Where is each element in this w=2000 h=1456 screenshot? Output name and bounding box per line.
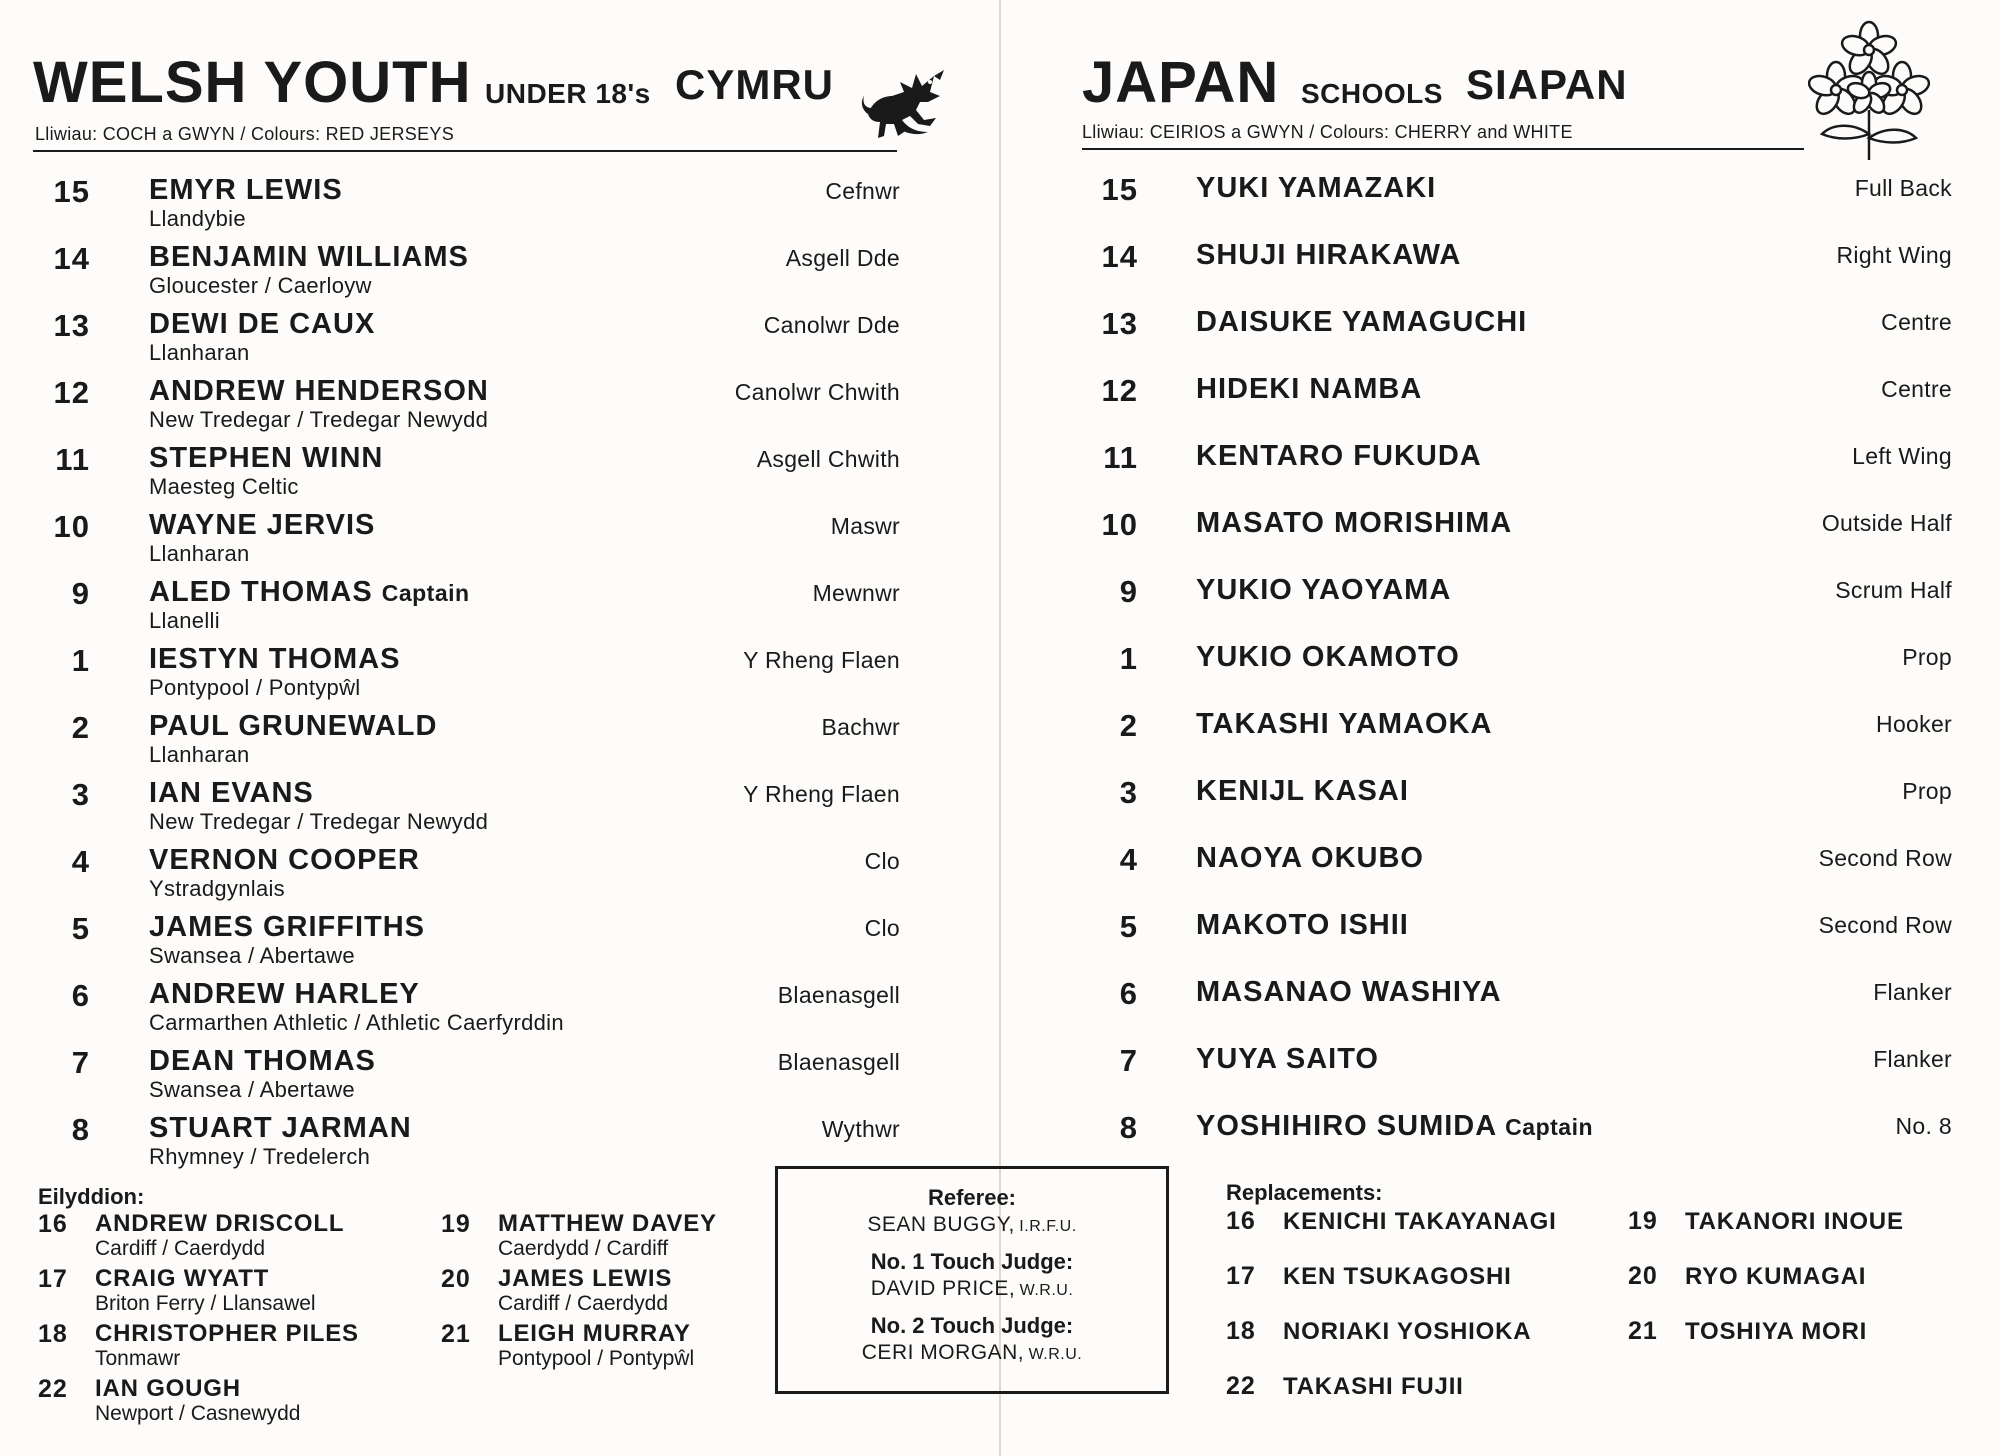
player-club: Ystradgynlais [149, 876, 285, 901]
table-row [30, 1043, 900, 1105]
player-position: Flanker [1873, 1046, 1952, 1072]
player-club: Rhymney / Tredelerch [149, 1144, 371, 1169]
table-row [1078, 304, 1952, 354]
player-position: Centre [1881, 376, 1952, 402]
player-club: Llanharan [149, 742, 250, 767]
replacement-number: 20 [441, 1265, 471, 1293]
wales-team-name: WELSH YOUTH [33, 50, 472, 115]
table-row [1078, 1108, 1952, 1158]
official-name-line [778, 1341, 1166, 1365]
player-position: Canolwr Chwith [734, 379, 900, 405]
player-club: Llanharan [149, 541, 250, 566]
official-union: W.R.U. [1019, 1282, 1074, 1299]
player-name: YUKIO YAOYAMA [1196, 574, 1452, 606]
player-name: KENIJL KASAI [1196, 775, 1409, 807]
replacement-number: 22 [38, 1375, 68, 1403]
table-row [30, 507, 900, 569]
player-number: 10 [1101, 507, 1138, 542]
table-row [1078, 438, 1952, 488]
replacement-number: 19 [1628, 1207, 1658, 1235]
table-row [1078, 773, 1952, 823]
official-name: DAVID PRICE, [870, 1277, 1016, 1300]
player-position: Maswr [830, 513, 900, 539]
replacement-name: ANDREW DRISCOLL [95, 1210, 345, 1237]
wales-team-subtitle: UNDER 18's [485, 78, 651, 109]
player-name: STUART JARMAN [149, 1112, 412, 1144]
player-number: 7 [71, 1045, 90, 1080]
player-number: 2 [71, 710, 90, 745]
player-number: 3 [71, 777, 90, 812]
player-name: EMYR LEWIS [149, 174, 343, 206]
player-number: 8 [71, 1112, 90, 1147]
japan-header [1082, 50, 1842, 154]
japan-player-list [1078, 170, 1952, 1170]
officials-box [775, 1166, 1169, 1394]
player-name-line [149, 576, 470, 609]
player-number: 12 [1101, 373, 1138, 408]
player-name: YUKI YAMAZAKI [1196, 172, 1437, 204]
table-row [30, 306, 900, 368]
replacement-number: 21 [441, 1320, 471, 1348]
table-row [1078, 1041, 1952, 1091]
replacement-name: KENICHI TAKAYANAGI [1283, 1208, 1557, 1235]
official-name: SEAN BUGGY, [867, 1213, 1015, 1236]
player-name: MASANAO WASHIYA [1196, 976, 1502, 1008]
player-club: Llandybie [149, 206, 246, 231]
player-position: Canolwr Dde [763, 312, 900, 338]
player-position: Flanker [1873, 979, 1952, 1005]
table-row [30, 373, 900, 435]
player-name: WAYNE JERVIS [149, 509, 376, 541]
captain-label: Captain [381, 580, 470, 606]
replacement-name: LEIGH MURRAY [498, 1320, 691, 1347]
table-row [1078, 840, 1952, 890]
player-club: Swansea / Abertawe [149, 1077, 355, 1102]
replacement-number: 22 [1226, 1372, 1256, 1400]
table-row [30, 909, 900, 971]
player-number: 13 [53, 308, 90, 343]
player-number: 4 [71, 844, 90, 879]
player-name: ANDREW HARLEY [149, 978, 420, 1010]
replacement-name: NORIAKI YOSHIOKA [1283, 1318, 1532, 1345]
player-name: ALED THOMAS [149, 576, 373, 608]
player-number: 3 [1119, 775, 1138, 810]
player-number: 5 [71, 911, 90, 946]
wales-alt-name: CYMRU [675, 61, 834, 108]
replacement-number: 19 [441, 1210, 471, 1238]
replacement-club: Caerdydd / Cardiff [498, 1237, 669, 1260]
replacement-name: TAKANORI INOUE [1685, 1208, 1904, 1235]
replacement-number: 20 [1628, 1262, 1658, 1290]
player-position: Full Back [1854, 175, 1952, 201]
wales-header-rule [33, 150, 897, 152]
player-position: Mewnwr [812, 580, 900, 606]
player-position: Clo [864, 848, 900, 874]
player-number: 8 [1119, 1110, 1138, 1145]
player-name: NAOYA OKUBO [1196, 842, 1424, 874]
table-row [30, 976, 900, 1038]
table-row [30, 708, 900, 770]
player-position: No. 8 [1895, 1113, 1952, 1139]
japan-colours: Lliwiau: CEIRIOS a GWYN / Colours: CHERRY and WHITE [1082, 122, 1573, 142]
table-row [1078, 572, 1952, 622]
japan-alt-name: SIAPAN [1466, 61, 1628, 108]
player-position: Clo [864, 915, 900, 941]
replacement-number: 17 [38, 1265, 68, 1293]
official-title: No. 1 Touch Judge: [870, 1249, 1074, 1274]
player-name: JAMES GRIFFITHS [149, 911, 426, 943]
player-number: 11 [1103, 440, 1138, 475]
table-row [1078, 371, 1952, 421]
player-club: Gloucester / Caerloyw [149, 273, 372, 298]
player-position: Hooker [1876, 711, 1952, 737]
player-position: Right Wing [1836, 242, 1952, 268]
replacement-name: CHRISTOPHER PILES [95, 1320, 359, 1347]
player-number: 6 [71, 978, 90, 1013]
wales-header [33, 50, 953, 154]
replacement-number: 18 [38, 1320, 68, 1348]
replacement-name: JAMES LEWIS [498, 1265, 673, 1292]
player-name: VERNON COOPER [149, 844, 420, 876]
table-row [30, 239, 900, 301]
table-row [1078, 907, 1952, 957]
replacement-club: Newport / Casnewydd [95, 1402, 301, 1425]
player-position: Scrum Half [1835, 577, 1952, 603]
player-name: MASATO MORISHIMA [1196, 507, 1513, 539]
player-club: New Tredegar / Tredegar Newydd [149, 809, 489, 834]
replacement-number: 18 [1226, 1317, 1256, 1345]
player-position: Prop [1902, 644, 1952, 670]
player-position: Y Rheng Flaen [743, 647, 900, 673]
replacement-club: Pontypool / Pontypŵl [498, 1347, 695, 1370]
official-name-line [778, 1213, 1166, 1237]
player-number: 11 [55, 442, 90, 477]
replacement-club: Cardiff / Caerdydd [498, 1292, 669, 1315]
player-club: Llanelli [149, 608, 220, 633]
official-union: I.R.F.U. [1019, 1218, 1077, 1235]
player-position: Cefnwr [825, 178, 900, 204]
replacement-number: 21 [1628, 1317, 1658, 1345]
table-row [1078, 706, 1952, 756]
player-position: Bachwr [821, 714, 900, 740]
player-name: HIDEKI NAMBA [1196, 373, 1423, 405]
table-row [1078, 505, 1952, 555]
player-number: 4 [1119, 842, 1138, 877]
replacement-number: 16 [1226, 1207, 1256, 1235]
wales-replacements [38, 1208, 758, 1428]
player-club: Carmarthen Athletic / Athletic Caerfyrddin [149, 1010, 564, 1035]
player-name: IAN EVANS [149, 777, 314, 809]
official-touch-judge-2 [778, 1313, 1166, 1365]
player-position: Blaenasgell [777, 1049, 900, 1075]
player-name: YUYA SAITO [1196, 1043, 1379, 1075]
japan-replacements [1226, 1207, 1926, 1407]
player-club: Llanharan [149, 340, 250, 365]
player-number: 9 [1119, 574, 1138, 609]
official-referee [778, 1185, 1166, 1237]
player-position: Outside Half [1821, 510, 1952, 536]
captain-label: Captain [1505, 1114, 1594, 1140]
welsh-dragon-icon [858, 62, 950, 142]
player-number: 7 [1119, 1043, 1138, 1078]
replacement-name: CRAIG WYATT [95, 1265, 270, 1292]
wales-colours: Lliwiau: COCH a GWYN / Colours: RED JERSEYS [35, 124, 454, 144]
wales-replacements-label: Eilyddion: [38, 1184, 145, 1209]
replacement-name: KEN TSUKAGOSHI [1283, 1263, 1512, 1290]
table-row [30, 574, 900, 636]
table-row [1078, 170, 1952, 220]
replacement-number: 17 [1226, 1262, 1256, 1290]
player-number: 9 [71, 576, 90, 611]
table-row [1078, 237, 1952, 287]
player-name: YOSHIHIRO SUMIDA [1196, 1110, 1497, 1142]
player-club: Swansea / Abertawe [149, 943, 355, 968]
japan-team-subtitle: SCHOOLS [1301, 78, 1443, 109]
table-row [30, 440, 900, 502]
player-position: Second Row [1818, 845, 1952, 871]
player-name: DEWI DE CAUX [149, 308, 376, 340]
player-number: 6 [1119, 976, 1138, 1011]
player-position: Prop [1902, 778, 1952, 804]
player-number: 12 [53, 375, 90, 410]
player-name: KENTARO FUKUDA [1196, 440, 1482, 472]
player-number: 2 [1119, 708, 1138, 743]
player-name: STEPHEN WINN [149, 442, 384, 474]
player-position: Y Rheng Flaen [743, 781, 900, 807]
replacement-name: MATTHEW DAVEY [498, 1210, 717, 1237]
replacement-club: Cardiff / Caerdydd [95, 1237, 266, 1260]
official-title: No. 2 Touch Judge: [870, 1313, 1074, 1338]
player-position: Centre [1881, 309, 1952, 335]
official-touch-judge-1 [778, 1249, 1166, 1301]
player-number: 13 [1101, 306, 1138, 341]
player-name: YUKIO OKAMOTO [1196, 641, 1460, 673]
player-number: 5 [1119, 909, 1138, 944]
table-row [30, 172, 900, 234]
table-row [1078, 974, 1952, 1024]
player-number: 10 [53, 509, 90, 544]
player-name: SHUJI HIRAKAWA [1196, 239, 1462, 271]
player-club: Maesteg Celtic [149, 474, 299, 499]
table-row [30, 775, 900, 837]
player-position: Wythwr [821, 1116, 900, 1142]
player-number: 14 [53, 241, 90, 276]
player-name: PAUL GRUNEWALD [149, 710, 438, 742]
player-position: Blaenasgell [777, 982, 900, 1008]
player-name: MAKOTO ISHII [1196, 909, 1409, 941]
player-club: New Tredegar / Tredegar Newydd [149, 407, 489, 432]
player-number: 14 [1101, 239, 1138, 274]
player-position: Second Row [1818, 912, 1952, 938]
official-name-line [778, 1277, 1166, 1301]
replacement-name: IAN GOUGH [95, 1375, 241, 1402]
table-row [30, 842, 900, 904]
player-name: ANDREW HENDERSON [149, 375, 489, 407]
replacement-club: Briton Ferry / Llansawel [95, 1292, 316, 1315]
player-number: 1 [71, 643, 90, 678]
player-number: 15 [1101, 172, 1138, 207]
player-name: TAKASHI YAMAOKA [1196, 708, 1493, 740]
player-name: BENJAMIN WILLIAMS [149, 241, 469, 273]
official-union: W.R.U. [1028, 1346, 1083, 1363]
cherry-blossom-icon [1808, 14, 1930, 164]
player-club: Pontypool / Pontypŵl [149, 675, 361, 700]
replacement-name: TAKASHI FUJII [1283, 1373, 1464, 1400]
table-row [1078, 639, 1952, 689]
replacement-number: 16 [38, 1210, 68, 1238]
player-name-line [1196, 1110, 1593, 1143]
player-number: 15 [53, 174, 90, 209]
player-name: IESTYN THOMAS [149, 643, 401, 675]
player-position: Asgell Dde [785, 245, 900, 271]
player-number: 1 [1119, 641, 1138, 676]
replacement-name: RYO KUMAGAI [1685, 1263, 1867, 1290]
japan-header-rule [1082, 148, 1804, 150]
table-row [30, 1110, 900, 1172]
player-position: Left Wing [1852, 443, 1952, 469]
replacement-club: Tonmawr [95, 1347, 181, 1370]
japan-replacements-label: Replacements: [1226, 1180, 1383, 1205]
player-name: DAISUKE YAMAGUCHI [1196, 306, 1528, 338]
player-name: DEAN THOMAS [149, 1045, 376, 1077]
japan-team-name: JAPAN [1082, 50, 1280, 115]
player-position: Asgell Chwith [756, 446, 900, 472]
wales-player-list [30, 172, 900, 1172]
official-name: CERI MORGAN, [861, 1341, 1025, 1364]
table-row [30, 641, 900, 703]
official-title: Referee: [927, 1185, 1017, 1210]
replacement-name: TOSHIYA MORI [1685, 1318, 1868, 1345]
